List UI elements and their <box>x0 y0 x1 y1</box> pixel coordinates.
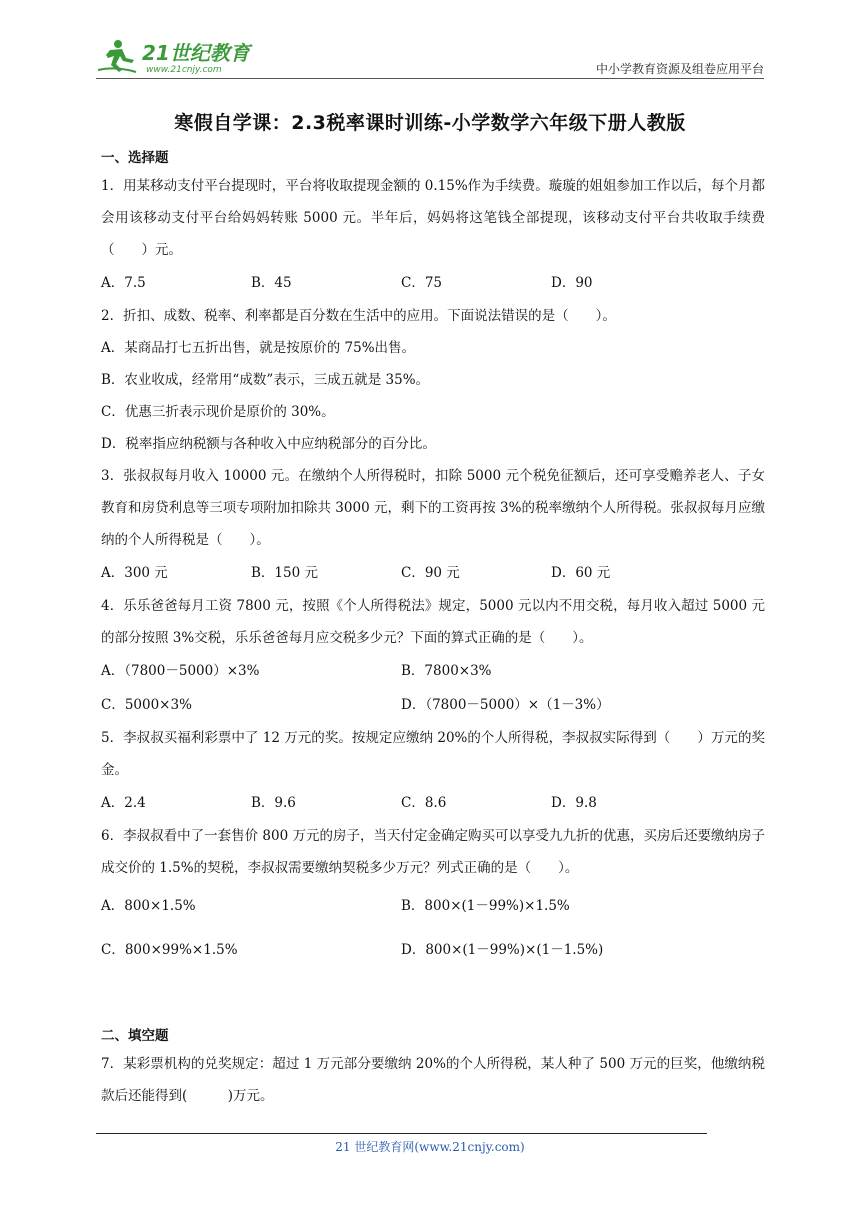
option-a: A．800×1.5% <box>101 898 196 914</box>
question-text: 7．某彩票机构的兑奖规定：超过 1 万元部分要缴纳 20%的个人所得税，某人种了 500 万元的巨奖，他缴纳税款后还能得到( )万元。 <box>101 1056 765 1104</box>
option-b: B．9.6 <box>251 795 296 811</box>
question-text: 5．李叔叔买福利彩票中了 12 万元的奖。按规定应缴纳 20%的个人所得税，李叔叔实际得到（ ）万元的奖金。 <box>101 730 765 778</box>
platform-name: 中小学教育资源及组卷应用平台 <box>595 62 764 76</box>
page-title: 寒假自学课：2.3税率课时训练-小学数学六年级下册人教版 <box>174 112 686 134</box>
options-row <box>101 654 765 688</box>
logo-url: www.21cnjy.com <box>146 65 222 75</box>
options-row <box>101 786 765 820</box>
logo-text: 21世纪教育 <box>142 41 250 65</box>
options-row <box>101 556 765 590</box>
option-d: D．90 <box>551 275 593 291</box>
question-4 <box>101 590 765 722</box>
option-b: B．7800×3% <box>401 663 492 679</box>
document-body <box>101 146 765 1112</box>
options-row <box>101 928 765 972</box>
footer-link[interactable]: 21 世纪教育网(www.21cnjy.com) <box>335 1140 525 1154</box>
question-text: 2．折扣、成数、税率、利率都是百分数在生活中的应用。下面说法错误的是（ ）。 <box>101 308 616 324</box>
option-c: C．优惠三折表示现价是原价的 30%。 <box>101 404 335 420</box>
option-c: C．800×99%×1.5% <box>101 942 238 958</box>
option-a: A．300 元 <box>101 565 168 581</box>
option-c: C．5000×3% <box>101 697 192 713</box>
options-row <box>101 884 765 928</box>
question-2 <box>101 300 765 460</box>
option-b: B．45 <box>251 275 292 291</box>
site-logo[interactable] <box>96 36 266 76</box>
option-c: C．90 元 <box>401 565 460 581</box>
option-c: C．8.6 <box>401 795 447 811</box>
options-row <box>101 688 765 722</box>
option-d: D．800×(1－99%)×(1－1.5%) <box>401 942 604 958</box>
option-d: D．60 元 <box>551 565 611 581</box>
section-heading-fill: 二、填空题 <box>101 1028 169 1044</box>
question-7 <box>101 1048 765 1112</box>
question-3 <box>101 460 765 590</box>
option-a: A．2.4 <box>101 795 146 811</box>
option-a: A．7.5 <box>101 275 146 291</box>
options-row <box>101 266 765 300</box>
option-b: B．800×(1－99%)×1.5% <box>401 898 570 914</box>
question-5 <box>101 722 765 820</box>
section-spacer <box>101 972 765 1024</box>
runner-logo-icon <box>96 36 266 76</box>
header-divider <box>96 78 764 79</box>
option-c: C．75 <box>401 275 443 291</box>
question-text: 6．李叔叔看中了一套售价 800 万元的房子，当天付定金确定购买可以享受九九折的优惠，买房后还要缴纳房子成交价的 1.5%的契税，李叔叔需要缴纳契税多少万元？列式正确的是（ ）。 <box>101 828 765 876</box>
option-a: A．（7800－5000）×3% <box>101 663 260 679</box>
option-b: B．150 元 <box>251 565 318 581</box>
question-text: 3．张叔叔每月收入 10000 元。在缴纳个人所得税时，扣除 5000 元个税免征额后，还可享受赡养老人、子女教育和房贷利息等三项专项附加扣除共 3000 元，剩下的工资再按 3%的税率缴纳个人所得税。张叔叔每月应缴纳的个人所得税是（ ）。 <box>101 468 765 548</box>
option-d: D．（7800－5000）×（1－3%） <box>401 697 610 713</box>
option-b: B．农业收成，经常用“成数”表示，三成五就是 35%。 <box>101 372 430 388</box>
section-heading-choice: 一、选择题 <box>101 150 169 166</box>
page-header <box>96 36 764 80</box>
option-a: A．某商品打七五折出售，就是按原价的 75%出售。 <box>101 340 416 356</box>
question-text: 4．乐乐爸爸每月工资 7800 元，按照《个人所得税法》规定，5000 元以内不用交税，每月收入超过 5000 元的部分按照 3%交税，乐乐爸爸每月应交税多少元？下面的算式正确的是（ ）。 <box>101 598 765 646</box>
footer-divider <box>96 1133 707 1134</box>
question-6 <box>101 820 765 972</box>
option-d: D．9.8 <box>551 795 597 811</box>
question-text: 1．用某移动支付平台提现时，平台将收取提现金额的 0.15%作为手续费。璇璇的姐姐参加工作以后，每个月都会用该移动支付平台给妈妈转账 5000 元。半年后，妈妈将这笔钱全部提现，该移动支付平台共收取手续费（ ）元。 <box>101 178 765 258</box>
question-1 <box>101 170 765 300</box>
option-d: D．税率指应纳税额与各种收入中应纳税部分的百分比。 <box>101 436 436 452</box>
